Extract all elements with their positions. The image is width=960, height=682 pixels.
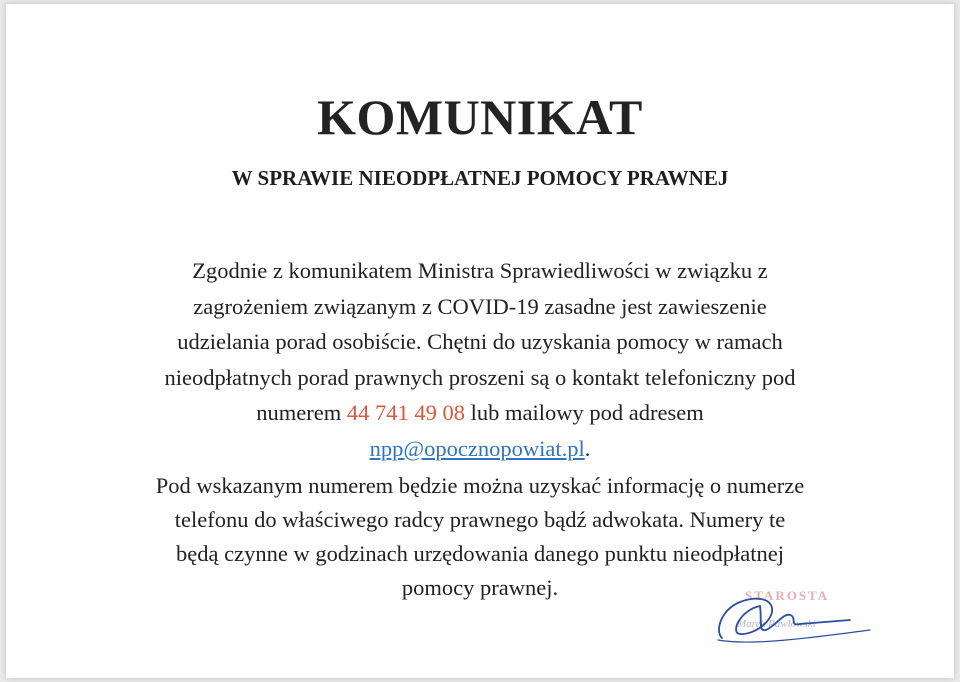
text-line: zagrożeniem związanym z COVID-19 zasadne jest zawieszenie bbox=[193, 293, 767, 319]
paragraph-contact bbox=[60, 253, 900, 466]
email-link[interactable]: npp@opocznopowiat.pl bbox=[369, 435, 585, 461]
text-line: pomocy prawnej. bbox=[401, 575, 559, 600]
text-line-phone bbox=[60, 395, 900, 431]
text-line: Pod wskazanym numerem będzie można uzyskać informację o numerze bbox=[155, 473, 805, 498]
text-line: nieodpłatnych porad prawnych proszeni są o kontakt telefoniczny pod bbox=[164, 364, 796, 390]
text-line: udzielania porad osobiście. Chętni do uzyskania pomocy w ramach bbox=[177, 329, 783, 354]
text-line: będą czynne w godzinach urzędowania danego punktu nieodpłatnej bbox=[176, 541, 784, 566]
page-subtitle: W SPRAWIE NIEODPŁATNEJ POMOCY PRAWNEJ bbox=[231, 166, 729, 190]
text-line-email bbox=[60, 431, 900, 467]
text-fragment: . bbox=[584, 435, 591, 461]
text-line: telefonu do właściwego radcy prawnego bądź adwokata. Numery te bbox=[174, 507, 786, 532]
stamp-title: STAROSTA bbox=[745, 588, 830, 603]
text-fragment: numerem bbox=[256, 400, 347, 425]
phone-number[interactable]: 44 741 49 08 bbox=[346, 400, 465, 425]
stamp-name: Marek Pawłowski bbox=[737, 618, 816, 630]
text-fragment: lub mailowy pod adresem bbox=[465, 400, 704, 425]
text-line: Zgodnie z komunikatem Ministra Sprawiedliwości w związku z bbox=[192, 258, 768, 283]
page-title: KOMUNIKAT bbox=[317, 89, 643, 145]
signature-icon bbox=[700, 580, 880, 650]
